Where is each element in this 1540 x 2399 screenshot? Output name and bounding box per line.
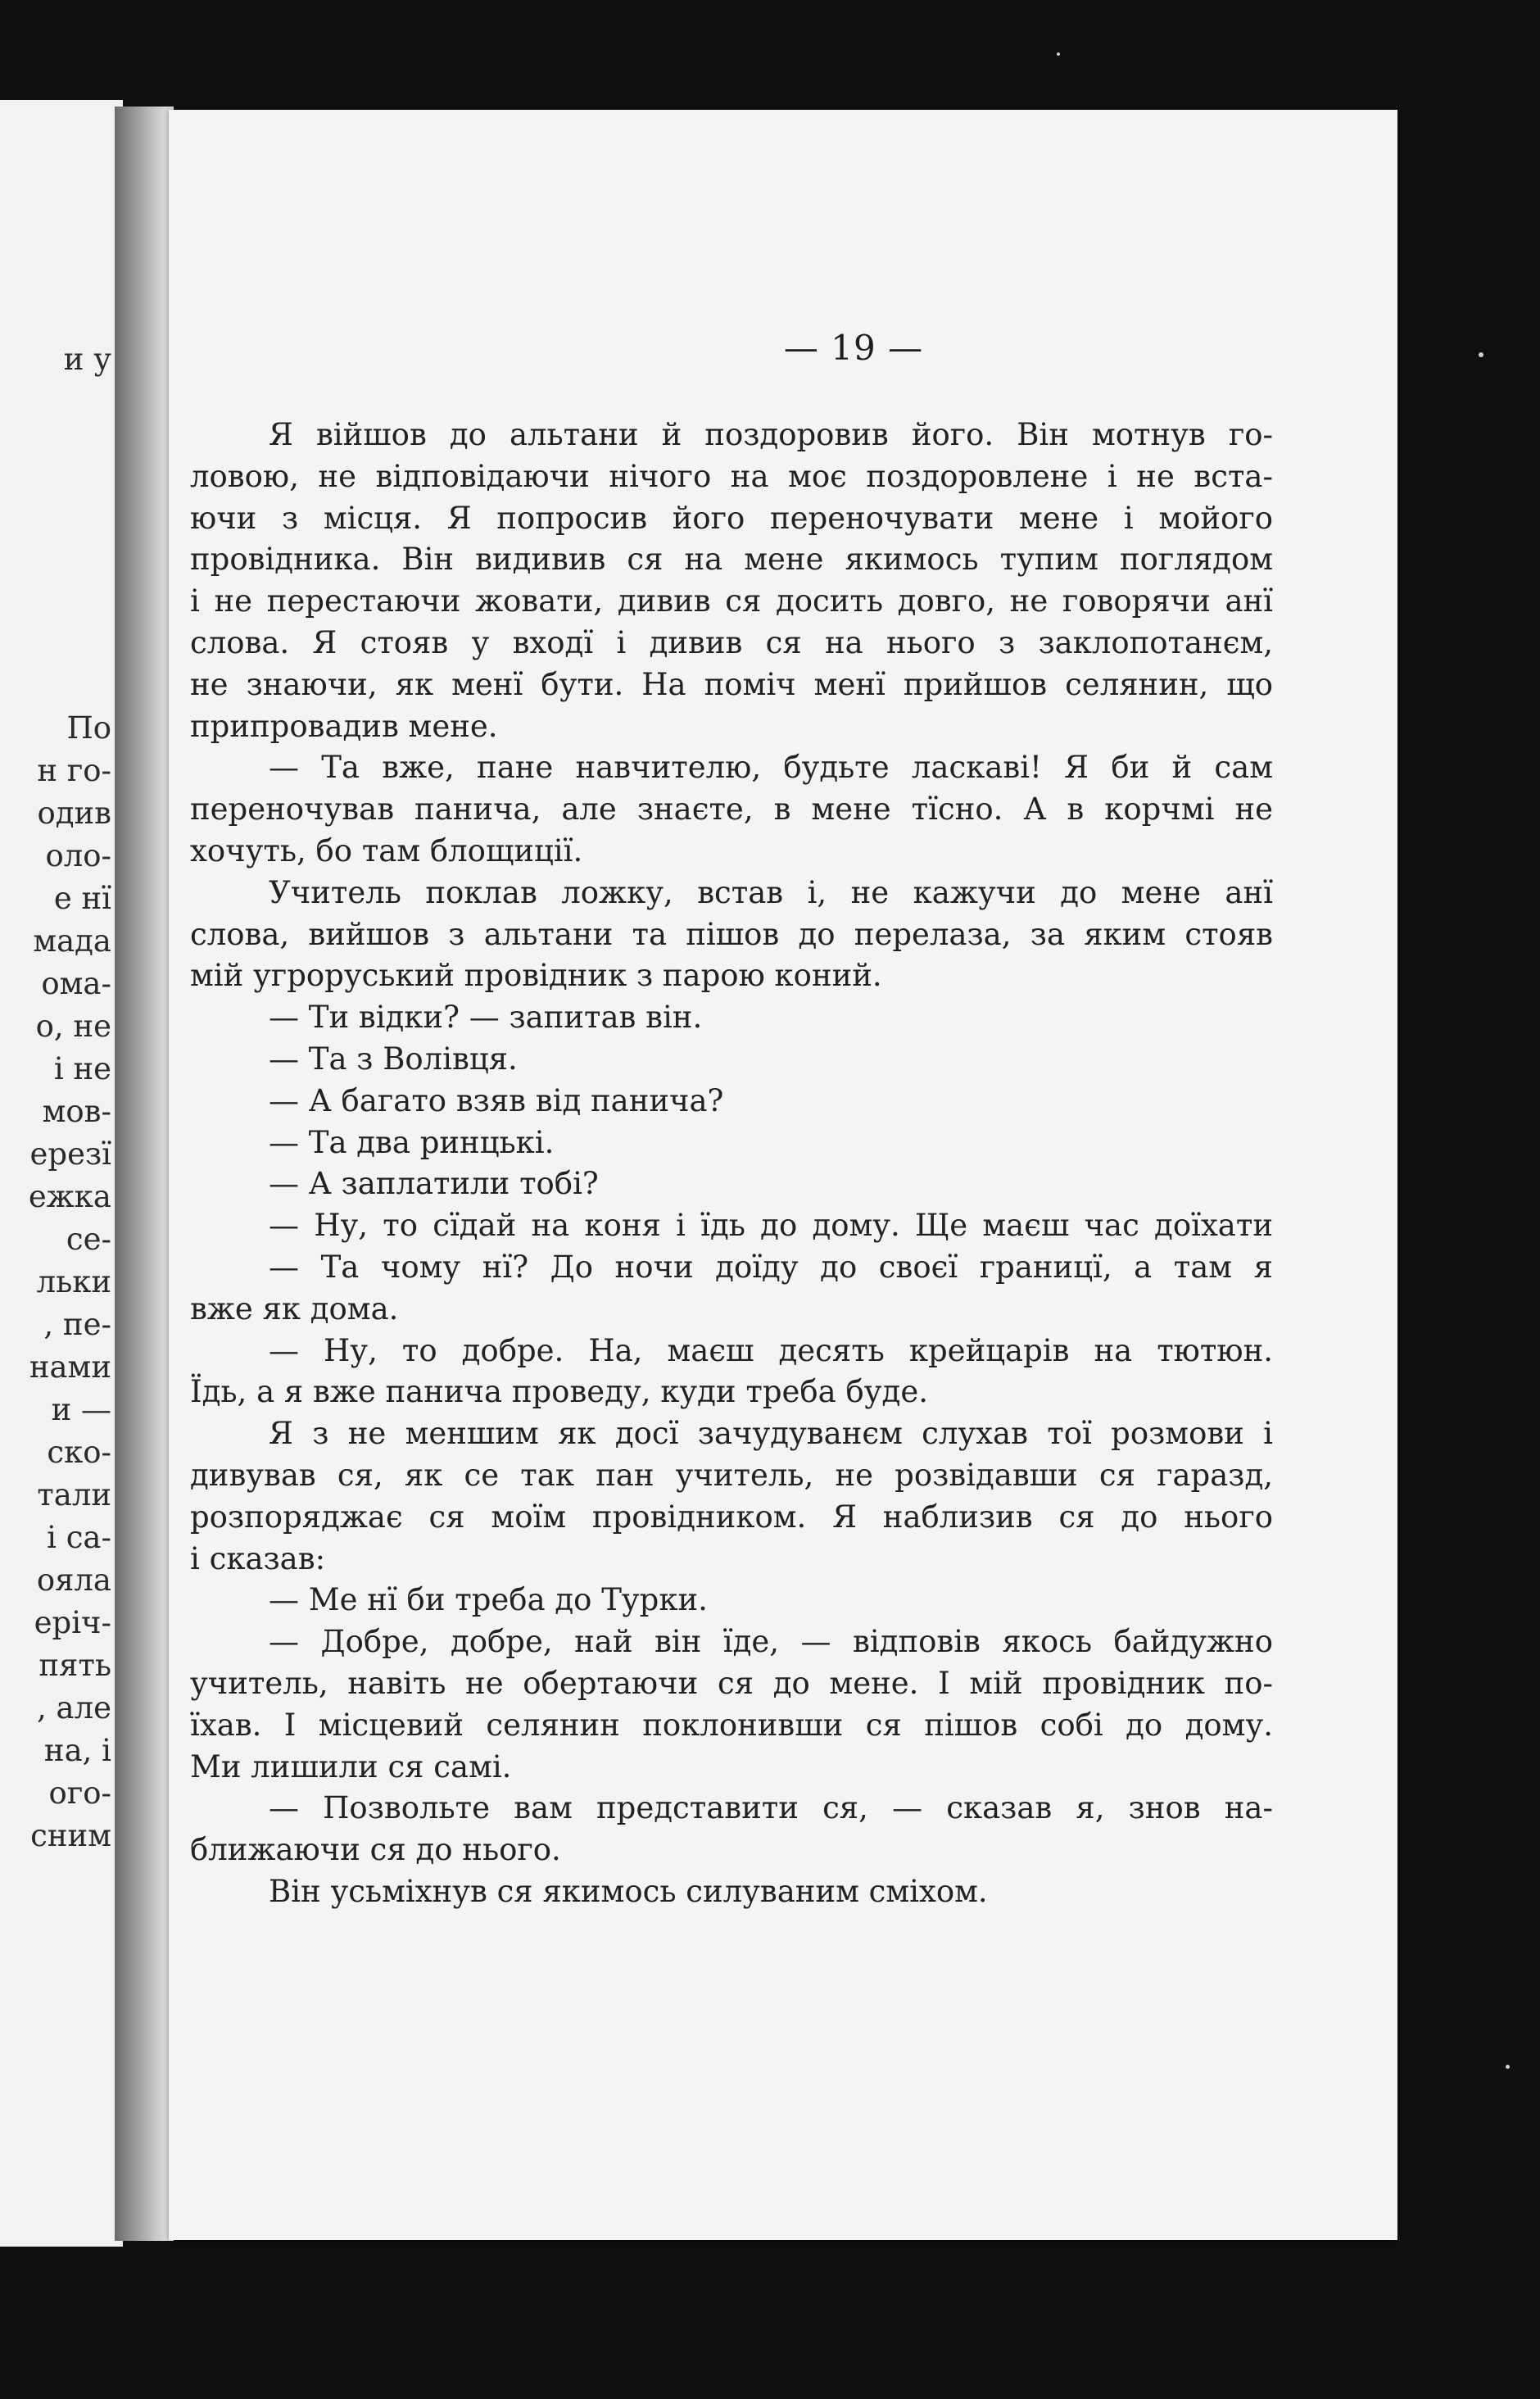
left-page-fragment: на, і (43, 1733, 111, 1768)
left-page-fragment: ерезї (29, 1136, 111, 1172)
left-page-fragment: се- (66, 1222, 111, 1257)
left-page-fragment: еріч- (34, 1605, 111, 1640)
text-line: припровадив мене. (190, 708, 498, 744)
left-page-fragment: одив (37, 796, 111, 831)
text-line: Їдь, а я вже панича проведу, куди треба буде. (190, 1374, 928, 1410)
text-line: слова, вийшов з альтани та пішов до перелаза, за яким стояв (190, 916, 1273, 952)
text-line: Я з не меншим як досї зачудуванєм слухав тої розмови і (269, 1416, 1273, 1452)
text-line: — Та два ринцькі. (269, 1124, 555, 1160)
page-number: — 19 — (783, 328, 924, 368)
left-page (0, 100, 123, 2247)
left-page-fragment: мов- (42, 1094, 111, 1129)
left-page-fragment: льки (36, 1264, 111, 1299)
text-line: — Позвольте вам представити ся, — сказав я, знов на- (269, 1790, 1273, 1826)
dust-speck (1057, 52, 1060, 56)
text-line: Він усьміхнув ся якимось силуваним сміхом. (269, 1873, 988, 1909)
text-line: розпоряджає ся моїм провідником. Я наблизив ся до нього (190, 1499, 1273, 1535)
text-line: і сказав: (190, 1540, 326, 1576)
text-line: вже як дома. (190, 1290, 399, 1326)
left-page-fragment: и — (51, 1392, 111, 1427)
right-page (169, 110, 1397, 2240)
text-line: хочуть, бо там блощиції. (190, 832, 583, 868)
text-line: і не перестаючи жовати, дивив ся досить довго, не говорячи анї (190, 583, 1273, 619)
text-line: — Добре, добре, най він їде, — відповів якось байдужно (269, 1624, 1273, 1660)
text-line: — Ну, то добре. На, маєш десять крейцарів на тютюн. (269, 1332, 1273, 1368)
dust-speck (1479, 352, 1483, 357)
left-page-fragment: ояла (36, 1562, 111, 1598)
text-line: Я війшов до альтани й поздоровив його. Він мотнув го- (269, 417, 1273, 452)
left-page-fragment: ско- (47, 1435, 111, 1470)
text-line: не знаючи, як менї бути. На поміч менї прийшов селянин, що (190, 666, 1273, 702)
text-line: — Та з Волівця. (269, 1041, 518, 1077)
left-page-fragment: , пе- (43, 1307, 111, 1342)
body-text (190, 415, 1273, 1913)
left-page-fragment: По (66, 710, 111, 746)
left-page-fragment: оло- (45, 838, 111, 873)
text-line: учитель, навіть не обертаючи ся до мене. І мій провідник по- (190, 1665, 1273, 1701)
left-page-fragment: н го- (37, 753, 111, 788)
text-line: — Та вже, пане навчителю, будьте ласкаві! Я би й сам (269, 750, 1273, 786)
left-page-fragment: мада (33, 923, 111, 959)
text-line: — Ти відки? — запитав він. (269, 1000, 703, 1036)
left-page-fragment: нами (29, 1349, 111, 1385)
text-line: ближаючи ся до нього. (190, 1832, 561, 1868)
text-line: ючи з місця. Я попросив його переночувати мене і мойого (190, 500, 1273, 536)
left-page-fragment: , але (37, 1690, 111, 1726)
left-page-fragment: тали (37, 1477, 111, 1512)
left-page-fragment: і не (53, 1051, 111, 1086)
left-page-fragment: ома- (41, 966, 111, 1001)
text-line: — Ме нї би треба до Турки. (269, 1582, 708, 1618)
left-page-fragment: ежка (28, 1179, 111, 1214)
left-page-fragment: сним (30, 1818, 111, 1853)
left-page-fragment: і са- (47, 1520, 111, 1555)
text-line: їхав. І місцевий селянин поклонивши ся пішов собі до дому. (190, 1707, 1273, 1743)
text-line: — А заплатили тобі? (269, 1166, 599, 1202)
text-line: ловою, не відповідаючи нічого на моє поздоровлене і не вста- (190, 458, 1273, 494)
left-page-fragment: пять (38, 1648, 111, 1683)
text-line: переночував панича, але знаєте, в мене тїсно. А в корчмі не (190, 791, 1273, 828)
left-page-fragment: ого- (48, 1775, 111, 1811)
dust-speck (1506, 2065, 1510, 2069)
book-gutter (115, 107, 174, 2241)
text-line: — А багато взяв від панича? (269, 1082, 724, 1118)
text-line: — Ну, то сїдай на коня і їдь до дому. Ще маєш час доїхати (269, 1208, 1273, 1244)
text-line: мій угроруський провідник з парою коний. (190, 958, 882, 994)
text-line: провідника. Він видивив ся на мене якимось тупим поглядом (190, 542, 1273, 578)
text-line: Ми лишили ся самі. (190, 1748, 512, 1785)
left-page-fragment: е нї (53, 881, 111, 916)
left-page-fragment: о, не (35, 1009, 111, 1044)
text-line: Учитель поклав ложку, встав і, не кажучи до мене анї (269, 874, 1273, 910)
text-line: дивував ся, як се так пан учитель, не розвідавши ся гаразд, (190, 1457, 1273, 1493)
text-line: слова. Я стояв у входї і дивив ся на нього з заклопотанєм, (190, 624, 1273, 660)
text-line: — Та чому нї? До ночи доїду до своєї границї, а там я (269, 1249, 1273, 1285)
left-page-fragment: и у (63, 342, 111, 377)
